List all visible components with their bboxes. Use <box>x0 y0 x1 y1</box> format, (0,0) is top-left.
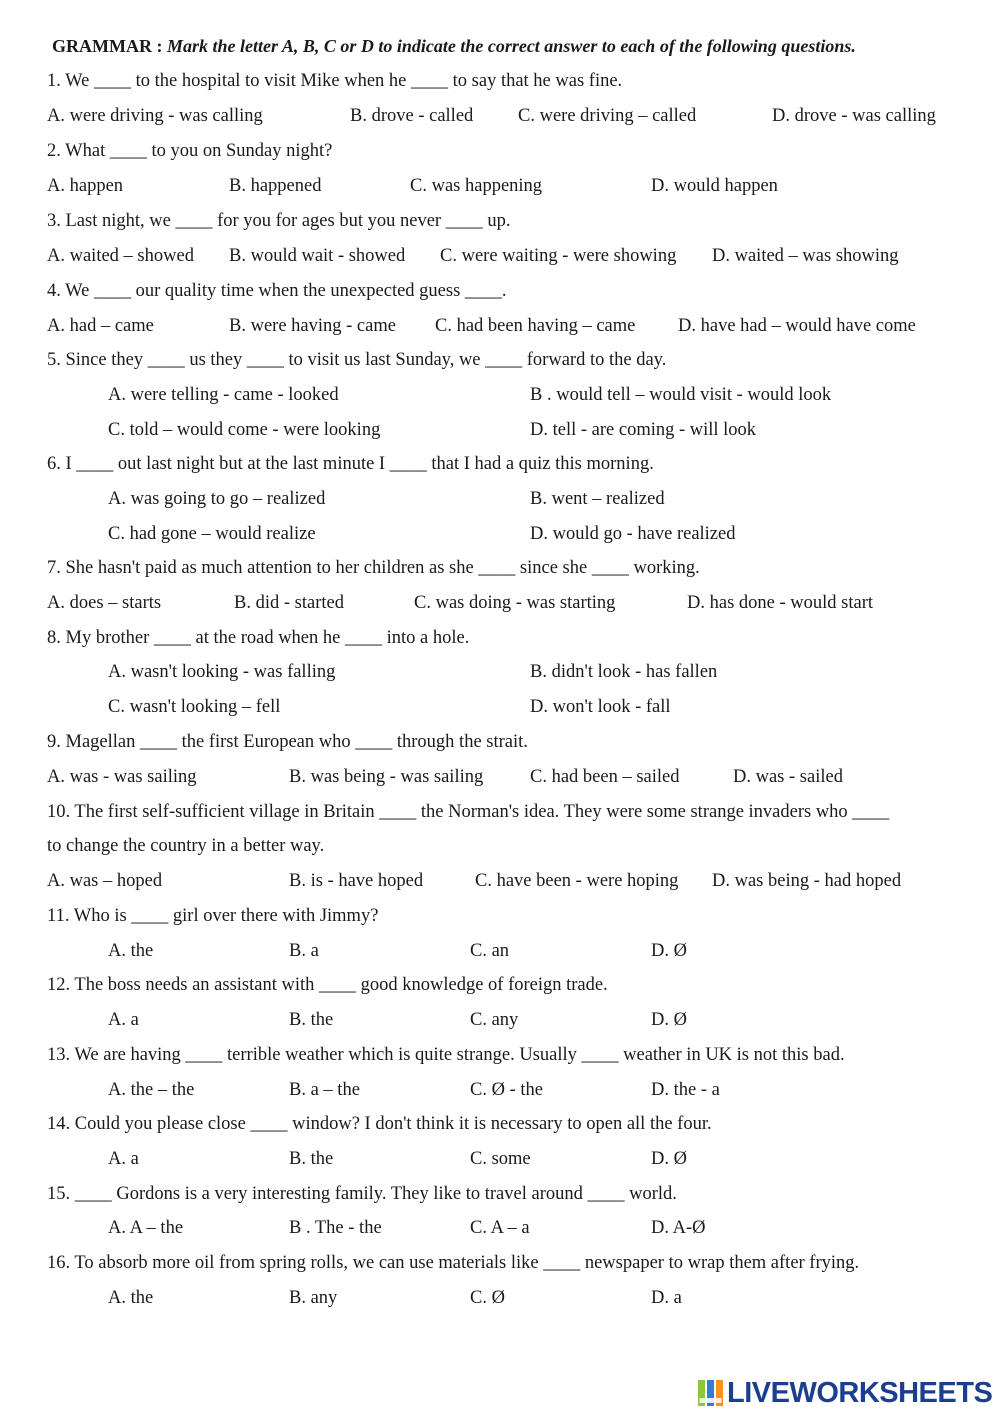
question-6-text: 6. I ____ out last night but at the last minute I ____ that I had a quiz this morning. <box>47 454 654 474</box>
liveworksheets-logo-icon <box>698 1378 724 1408</box>
question-16-option-d[interactable]: D. a <box>651 1288 682 1308</box>
question-2-option-d[interactable]: D. would happen <box>651 176 778 196</box>
question-4-text: 4. We ____ our quality time when the unexpected guess ____. <box>47 281 507 301</box>
section-instruction: Mark the letter A, B, C or D to indicate the correct answer to each of the following questions. <box>166 36 856 56</box>
question-16-option-b[interactable]: B. any <box>289 1288 338 1308</box>
question-10-text: 10. The first self-sufficient village in Britain ____ the Norman's idea. They were some strange invaders who ____ <box>47 802 890 822</box>
question-3-text: 3. Last night, we ____ for you for ages but you never ____ up. <box>47 211 511 231</box>
question-12-option-a[interactable]: A. a <box>108 1010 139 1030</box>
question-5-text: 5. Since they ____ us they ____ to visit us last Sunday, we ____ forward to the day. <box>47 350 667 370</box>
question-9-text: 9. Magellan ____ the first European who ____ through the strait. <box>47 732 528 752</box>
question-10-text: to change the country in a better way. <box>47 836 325 856</box>
question-1-option-c[interactable]: C. were driving – called <box>518 106 697 126</box>
question-7-text: 7. She hasn't paid as much attention to her children as she ____ since she ____ working. <box>47 558 700 578</box>
question-13-option-b[interactable]: B. a – the <box>289 1080 360 1100</box>
question-8-option-c[interactable]: C. wasn't looking – fell <box>108 697 281 717</box>
question-12-text: 12. The boss needs an assistant with ____ good knowledge of foreign trade. <box>47 975 608 995</box>
question-11-text: 11. Who is ____ girl over there with Jimmy? <box>47 906 379 926</box>
question-4-option-c[interactable]: C. had been having – came <box>435 316 636 336</box>
question-4-option-b[interactable]: B. were having - came <box>229 316 396 336</box>
question-14-option-b[interactable]: B. the <box>289 1149 334 1169</box>
question-11-option-a[interactable]: A. the <box>108 941 154 961</box>
liveworksheets-logo <box>698 1375 992 1411</box>
question-3-option-a[interactable]: A. waited – showed <box>47 246 194 266</box>
question-9-option-a[interactable]: A. was - was sailing <box>47 767 197 787</box>
section-heading <box>52 36 972 57</box>
question-2-text: 2. What ____ to you on Sunday night? <box>47 141 333 161</box>
question-15-text: 15. ____ Gordons is a very interesting family. They like to travel around ____ world. <box>47 1184 677 1204</box>
question-9-option-b[interactable]: B. was being - was sailing <box>289 767 484 787</box>
question-10-option-d[interactable]: D. was being - had hoped <box>712 871 902 891</box>
question-12-option-b[interactable]: B. the <box>289 1010 334 1030</box>
question-5-option-b[interactable]: B . would tell – would visit - would look <box>530 385 832 405</box>
question-3-option-c[interactable]: C. were waiting - were showing <box>440 246 677 266</box>
question-9-option-d[interactable]: D. was - sailed <box>733 767 843 787</box>
question-3-option-b[interactable]: B. would wait - showed <box>229 246 406 266</box>
question-8-option-b[interactable]: B. didn't look - has fallen <box>530 662 718 682</box>
question-13-option-c[interactable]: C. Ø - the <box>470 1080 543 1100</box>
question-5-option-d[interactable]: D. tell - are coming - will look <box>530 420 757 440</box>
question-8-option-d[interactable]: D. won't look - fall <box>530 697 671 717</box>
question-2-option-a[interactable]: A. happen <box>47 176 124 196</box>
question-10-option-c[interactable]: C. have been - were hoping <box>475 871 679 891</box>
question-14-text: 14. Could you please close ____ window? I don't think it is necessary to open all the four. <box>47 1114 712 1134</box>
question-12-option-c[interactable]: C. any <box>470 1010 519 1030</box>
question-11-option-c[interactable]: C. an <box>470 941 510 961</box>
question-6-option-b[interactable]: B. went – realized <box>530 489 665 509</box>
question-8-text: 8. My brother ____ at the road when he ____ into a hole. <box>47 628 470 648</box>
question-15-option-d[interactable]: D. A-Ø <box>651 1218 706 1238</box>
question-11-option-d[interactable]: D. Ø <box>651 941 687 961</box>
question-7-option-a[interactable]: A. does – starts <box>47 593 162 613</box>
question-10-option-a[interactable]: A. was – hoped <box>47 871 163 891</box>
question-7-option-b[interactable]: B. did - started <box>234 593 344 613</box>
question-15-option-b[interactable]: B . The - the <box>289 1218 382 1238</box>
question-3-option-d[interactable]: D. waited – was showing <box>712 246 899 266</box>
question-1-text: 1. We ____ to the hospital to visit Mike when he ____ to say that he was fine. <box>47 71 623 91</box>
question-4-option-d[interactable]: D. have had – would have come <box>678 316 916 336</box>
question-13-option-a[interactable]: A. the – the <box>108 1080 195 1100</box>
question-6-option-d[interactable]: D. would go - have realized <box>530 524 736 544</box>
question-1-option-d[interactable]: D. drove - was calling <box>772 106 936 126</box>
question-16-text: 16. To absorb more oil from spring rolls, we can use materials like ____ newspaper to wrap them after frying. <box>47 1253 860 1273</box>
question-10-option-b[interactable]: B. is - have hoped <box>289 871 424 891</box>
question-6-option-c[interactable]: C. had gone – would realize <box>108 524 316 544</box>
question-1-option-b[interactable]: B. drove - called <box>350 106 474 126</box>
question-5-option-a[interactable]: A. were telling - came - looked <box>108 385 339 405</box>
question-11-option-b[interactable]: B. a <box>289 941 319 961</box>
question-16-option-a[interactable]: A. the <box>108 1288 154 1308</box>
question-15-option-a[interactable]: A. A – the <box>108 1218 184 1238</box>
section-label: GRAMMAR : <box>52 36 163 56</box>
question-6-option-a[interactable]: A. was going to go – realized <box>108 489 326 509</box>
question-16-option-c[interactable]: C. Ø <box>470 1288 505 1308</box>
brand-name: LIVEWORKSHEETS <box>727 1376 993 1409</box>
question-13-text: 13. We are having ____ terrible weather which is quite strange. Usually ____ weather in UK is not this bad. <box>47 1045 845 1065</box>
question-8-option-a[interactable]: A. wasn't looking - was falling <box>108 662 336 682</box>
question-4-option-a[interactable]: A. had – came <box>47 316 154 336</box>
question-15-option-c[interactable]: C. A – a <box>470 1218 530 1238</box>
question-7-option-c[interactable]: C. was doing - was starting <box>414 593 616 613</box>
question-12-option-d[interactable]: D. Ø <box>651 1010 687 1030</box>
question-14-option-a[interactable]: A. a <box>108 1149 139 1169</box>
question-14-option-d[interactable]: D. Ø <box>651 1149 687 1169</box>
question-14-option-c[interactable]: C. some <box>470 1149 531 1169</box>
question-13-option-d[interactable]: D. the - a <box>651 1080 720 1100</box>
question-5-option-c[interactable]: C. told – would come - were looking <box>108 420 381 440</box>
question-1-option-a[interactable]: A. were driving - was calling <box>47 106 263 126</box>
question-2-option-c[interactable]: C. was happening <box>410 176 543 196</box>
question-9-option-c[interactable]: C. had been – sailed <box>530 767 680 787</box>
question-7-option-d[interactable]: D. has done - would start <box>687 593 873 613</box>
question-2-option-b[interactable]: B. happened <box>229 176 322 196</box>
